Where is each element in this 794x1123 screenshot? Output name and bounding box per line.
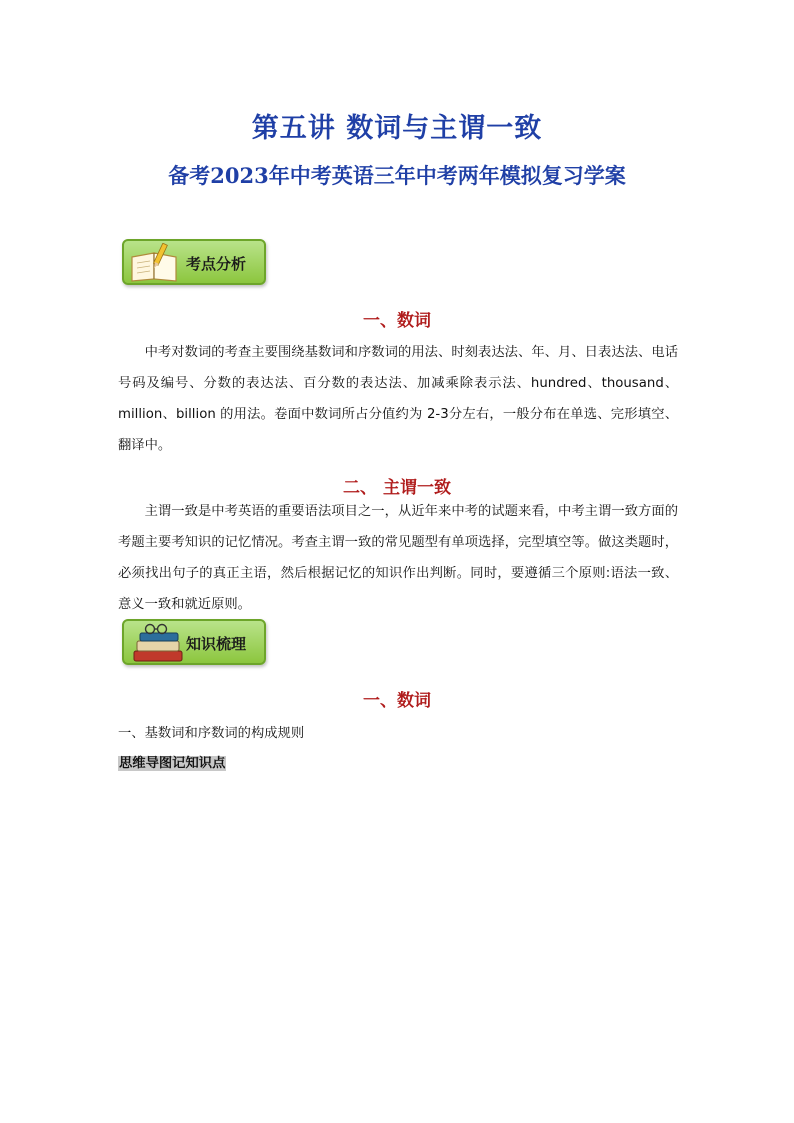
knowledge-badge [122, 619, 266, 665]
page-title: 第五讲 数词与主谓一致 [251, 113, 543, 144]
badge-label: 知识梳理 [186, 635, 247, 653]
subheading: 一、基数词和序数词的构成规则 [118, 726, 305, 741]
agreement-paragraph: 主谓一致是中考英语的重要语法项目之一，从近年来中考的试题来看，中考主谓一致方面的考题主要考知识的记忆情况。考查主谓一致的常见题型有单项选择，完型填空等。做这类题时，必须找出句子的真正主语，然后根据记忆的知识作出判断。同时，要遵循三个原则:语法一致、意义一致和就近原则。 [118, 504, 678, 612]
numerals-paragraph: 中考对数词的考查主要围绕基数词和序数词的用法、时刻表达法、年、月、日表达法、电话号码及编号、分数的表达法、百分数的表达法、加减乘除表示法、hundred、thousand、million、billion 的用法。卷面中数词所占分值约为 2-3分左右，一般分布在单选、完形填空、翻译中。 [118, 345, 678, 453]
page-subtitle: 备考2023年中考英语三年中考两年模拟复习学案 [168, 163, 626, 188]
books-glasses-icon [128, 623, 190, 665]
section-heading-agreement: 二、 主谓一致 [343, 478, 451, 498]
badge-label: 考点分析 [186, 255, 247, 273]
section-heading-numerals-2: 一、数词 [363, 691, 431, 711]
section-heading-numerals: 一、数词 [363, 311, 431, 331]
book-pencil-icon [128, 243, 184, 283]
highlighted-label: 思维导图记知识点 [119, 756, 226, 771]
analysis-badge [122, 239, 266, 285]
